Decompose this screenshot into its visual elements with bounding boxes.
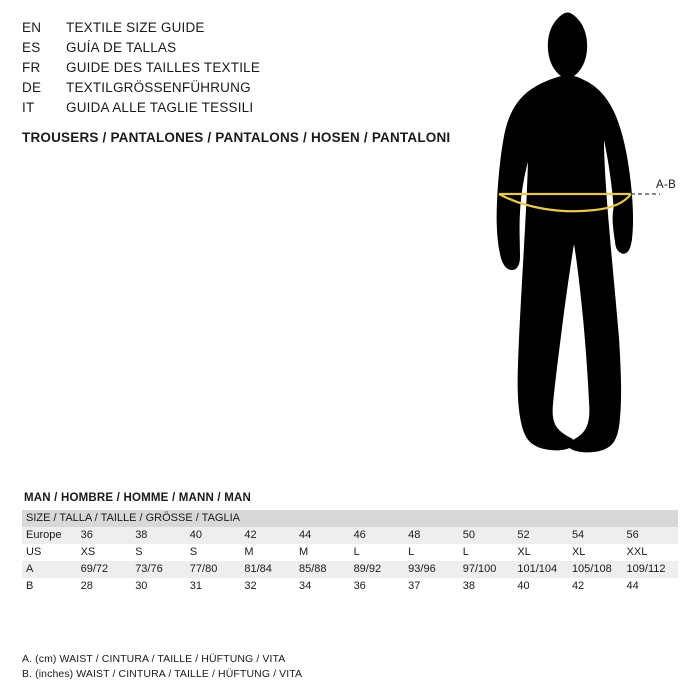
language-row — [22, 60, 482, 80]
table-cell: XL — [568, 544, 623, 561]
size-table-area — [22, 492, 678, 595]
table-row — [22, 527, 678, 544]
language-title: GUÍA DE TALLAS — [66, 40, 177, 55]
language-code: IT — [22, 100, 35, 115]
language-header-block — [22, 20, 482, 120]
table-row — [22, 561, 678, 578]
language-title: GUIDE DES TAILLES TEXTILE — [66, 60, 261, 75]
language-title: TEXTILGRÖSSENFÜHRUNG — [66, 80, 251, 95]
table-cell: M — [240, 544, 295, 561]
table-cell: XS — [77, 544, 132, 561]
language-code: EN — [22, 20, 42, 35]
language-row — [22, 40, 482, 60]
table-group-label: MAN / HOMBRE / HOMME / MANN / MAN — [24, 492, 252, 504]
man-silhouette-figure — [455, 8, 685, 468]
table-cell: 36 — [350, 578, 405, 595]
table-cell: L — [350, 544, 405, 561]
language-code: DE — [22, 80, 42, 95]
table-cell: 36 — [77, 527, 132, 544]
table-cell: 38 — [131, 527, 186, 544]
table-cell: 34 — [295, 578, 350, 595]
table-cell: L — [459, 544, 514, 561]
table-cell: 54 — [568, 527, 623, 544]
table-cell: 46 — [350, 527, 405, 544]
language-row — [22, 80, 482, 100]
table-cell: 52 — [513, 527, 568, 544]
language-code: ES — [22, 40, 41, 55]
row-label: B — [22, 578, 77, 595]
table-cell: 85/88 — [295, 561, 350, 578]
garment-type-line: TROUSERS / PANTALONES / PANTALONS / HOSEN / PANTALONI — [22, 130, 451, 145]
table-cell: 93/96 — [404, 561, 459, 578]
table-cell: S — [186, 544, 241, 561]
table-header-row — [22, 510, 678, 527]
language-row — [22, 20, 482, 40]
table-cell: 44 — [295, 527, 350, 544]
table-cell: 81/84 — [240, 561, 295, 578]
table-cell: 73/76 — [131, 561, 186, 578]
table-cell: 48 — [404, 527, 459, 544]
table-cell: L — [404, 544, 459, 561]
language-title: TEXTILE SIZE GUIDE — [66, 20, 205, 35]
table-cell: 40 — [513, 578, 568, 595]
table-cell: 97/100 — [459, 561, 514, 578]
table-cell: 28 — [77, 578, 132, 595]
table-cell: XL — [513, 544, 568, 561]
table-cell: 105/108 — [568, 561, 623, 578]
measure-ab-label: A-B — [656, 179, 677, 191]
table-cell: XXL — [623, 544, 678, 561]
table-row — [22, 544, 678, 561]
table-cell: 37 — [404, 578, 459, 595]
table-cell: 56 — [623, 527, 678, 544]
footnote-a: A. (cm) WAIST / CINTURA / TAILLE / HÜFTUNG / VITA — [22, 653, 286, 665]
row-label: US — [22, 544, 77, 561]
table-row — [22, 578, 678, 595]
table-cell: 69/72 — [77, 561, 132, 578]
size-table — [22, 510, 678, 595]
table-cell: M — [295, 544, 350, 561]
table-cell: 42 — [568, 578, 623, 595]
footnotes — [22, 652, 662, 682]
language-title: GUIDA ALLE TAGLIE TESSILI — [66, 100, 254, 115]
table-cell: 50 — [459, 527, 514, 544]
row-label: A — [22, 561, 77, 578]
table-cell: 30 — [131, 578, 186, 595]
table-cell: 31 — [186, 578, 241, 595]
table-cell: 38 — [459, 578, 514, 595]
table-header-label: SIZE / TALLA / TAILLE / GRÖSSE / TAGLIA — [22, 510, 678, 527]
table-cell: 32 — [240, 578, 295, 595]
row-label: Europe — [22, 527, 77, 544]
table-cell: 109/112 — [623, 561, 678, 578]
language-code: FR — [22, 60, 41, 75]
table-cell: 42 — [240, 527, 295, 544]
table-cell: 89/92 — [350, 561, 405, 578]
table-cell: 77/80 — [186, 561, 241, 578]
table-cell: 40 — [186, 527, 241, 544]
table-cell: 44 — [623, 578, 678, 595]
footnote-b: B. (inches) WAIST / CINTURA / TAILLE / HÜFTUNG / VITA — [22, 668, 303, 680]
language-row — [22, 100, 482, 120]
table-cell: S — [131, 544, 186, 561]
table-cell: 101/104 — [513, 561, 568, 578]
silhouette-shape — [497, 13, 633, 453]
